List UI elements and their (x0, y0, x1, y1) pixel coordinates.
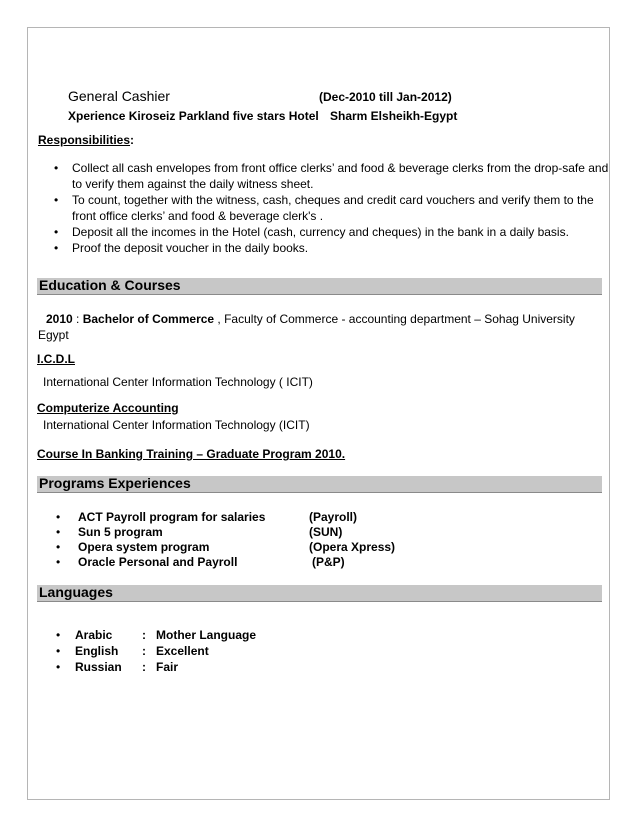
bullet-icon: • (56, 540, 61, 554)
responsibility-text: Collect all cash envelopes from front office clerks’ and food & beverage clerks from the drop-safe and to verify them against the daily witness sheet. (72, 161, 609, 191)
responsibility-text: Deposit all the incomes in the Hotel (cash, currency and cheques) in the bank in a daily basis. (72, 225, 569, 239)
list-item (54, 240, 609, 256)
degree-name: Bachelor of Commerce (82, 312, 215, 326)
program-name: Sun 5 program (78, 525, 163, 539)
section-title: Programs Experiences (39, 475, 191, 491)
job-title: General Cashier (68, 88, 170, 104)
job-location: Sharm Elsheikh-Egypt (330, 109, 458, 123)
bullet-icon: • (56, 660, 61, 674)
bullet-icon: • (56, 644, 61, 658)
degree-year: 2010 (46, 312, 73, 326)
language-colon: : (142, 628, 146, 642)
list-item (54, 224, 609, 240)
program-name: Oracle Personal and Payroll (78, 555, 238, 569)
course-title: Computerize Accounting (37, 401, 179, 415)
degree-line (46, 312, 575, 326)
bullet-icon: • (54, 225, 59, 239)
responsibilities-list (54, 160, 609, 256)
education-section-header (37, 278, 602, 295)
section-title: Education & Courses (39, 277, 181, 293)
course-detail: International Center Information Technology (ICIT) (43, 418, 310, 432)
language-name: Arabic (75, 628, 113, 642)
list-item (54, 160, 609, 192)
language-name: English (75, 644, 119, 658)
responsibilities-colon: : (130, 133, 135, 147)
banking-course: Course In Banking Training – Graduate Program 2010. (37, 447, 346, 461)
bullet-icon: • (56, 555, 61, 569)
language-colon: : (142, 660, 146, 674)
job-dates: (Dec-2010 till Jan-2012) (319, 90, 452, 104)
program-code: (Payroll) (309, 510, 358, 524)
language-level: Mother Language (156, 628, 257, 642)
degree-country: Egypt (38, 328, 69, 342)
program-code: (SUN) (309, 525, 343, 539)
job-company: Xperience Kiroseiz Parkland five stars Hotel (68, 109, 319, 123)
languages-section-header (37, 585, 602, 602)
responsibilities-label: Responsibilities (38, 133, 131, 147)
language-level: Excellent (156, 644, 209, 658)
bullet-icon: • (54, 241, 59, 255)
program-name: ACT Payroll program for salaries (78, 510, 266, 524)
course-title: I.C.D.L (37, 352, 75, 366)
responsibility-text: Proof the deposit voucher in the daily books. (72, 241, 309, 255)
responsibility-text: To count, together with the witness, cash, cheques and credit card vouchers and verify them to the front office clerks’ and food & beverage clerk's . (72, 193, 594, 223)
language-name: Russian (75, 660, 122, 674)
list-item (54, 192, 609, 224)
program-code: (P&P) (312, 555, 345, 569)
bullet-icon: • (56, 628, 61, 642)
language-colon: : (142, 644, 146, 658)
bullet-icon: • (56, 525, 61, 539)
bullet-icon: • (56, 510, 61, 524)
program-name: Opera system program (78, 540, 210, 554)
section-title: Languages (39, 584, 113, 600)
course-detail: International Center Information Technology ( ICIT) (43, 375, 313, 389)
degree-separator: : (72, 312, 83, 326)
program-code: (Opera Xpress) (309, 540, 396, 554)
responsibilities-heading (38, 133, 134, 147)
bullet-icon: • (54, 161, 59, 175)
bullet-icon: • (54, 193, 59, 207)
degree-details: , Faculty of Commerce - accounting department – Sohag University (214, 312, 575, 326)
language-level: Fair (156, 660, 179, 674)
programs-section-header (37, 476, 602, 493)
